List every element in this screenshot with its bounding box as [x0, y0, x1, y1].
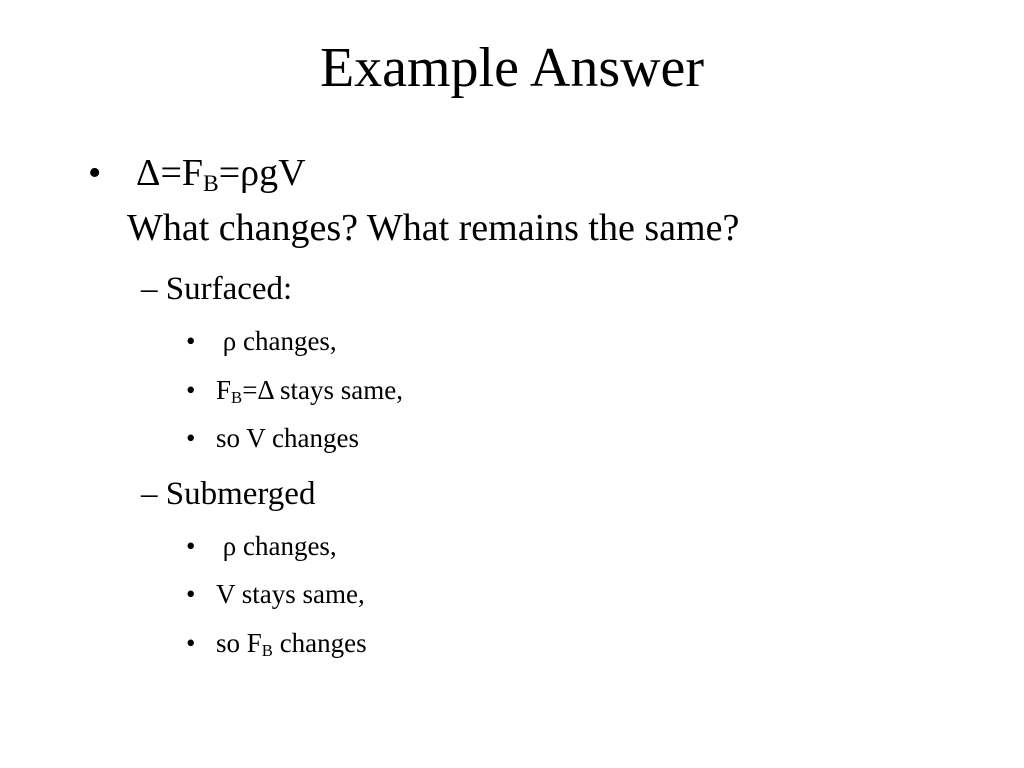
formula-rest: =ρgV: [218, 152, 306, 194]
subscript-b: B: [231, 388, 243, 408]
dash-marker: –: [141, 271, 158, 307]
bullet-marker: •: [186, 628, 196, 658]
list-item-text: ρ changes,: [216, 326, 337, 356]
bullet-marker: •: [186, 423, 196, 453]
subscript-b: B: [261, 641, 273, 661]
list-item: [186, 578, 365, 610]
delta-symbol: Δ: [136, 152, 161, 194]
list-item-text: so V changes: [216, 423, 359, 453]
list-item: [186, 530, 337, 562]
bullet-marker: •: [186, 375, 196, 405]
list-item: [186, 374, 403, 406]
dash-marker: –: [141, 476, 158, 512]
list-item-text: ρ changes,: [216, 531, 337, 561]
slide-title: Example Answer: [319, 37, 705, 99]
bullet-marker: •: [186, 326, 196, 356]
section-label: Submerged: [165, 476, 316, 512]
list-item-text-pre: so F: [216, 628, 262, 658]
buoyancy-formula: [136, 151, 306, 195]
list-item: [186, 325, 337, 357]
section-label: Surfaced:: [165, 271, 293, 307]
list-item: [186, 627, 367, 659]
section-heading-surfaced: [141, 269, 292, 309]
list-item-text-pre: F: [216, 375, 232, 405]
list-item: [186, 422, 359, 454]
formula-equals-f: =F: [160, 152, 204, 194]
bullet-marker: •: [186, 531, 196, 561]
formula-subscript-b: B: [203, 170, 219, 197]
list-item-text: V stays same,: [216, 579, 365, 609]
question-text: What changes? What remains the same?: [127, 207, 740, 249]
section-heading-submerged: [141, 474, 315, 514]
bullet-marker: •: [88, 152, 102, 194]
list-item-text-post: =Δ stays same,: [242, 375, 404, 405]
list-item-text-post: changes: [272, 628, 367, 658]
bullet-marker: •: [186, 579, 196, 609]
